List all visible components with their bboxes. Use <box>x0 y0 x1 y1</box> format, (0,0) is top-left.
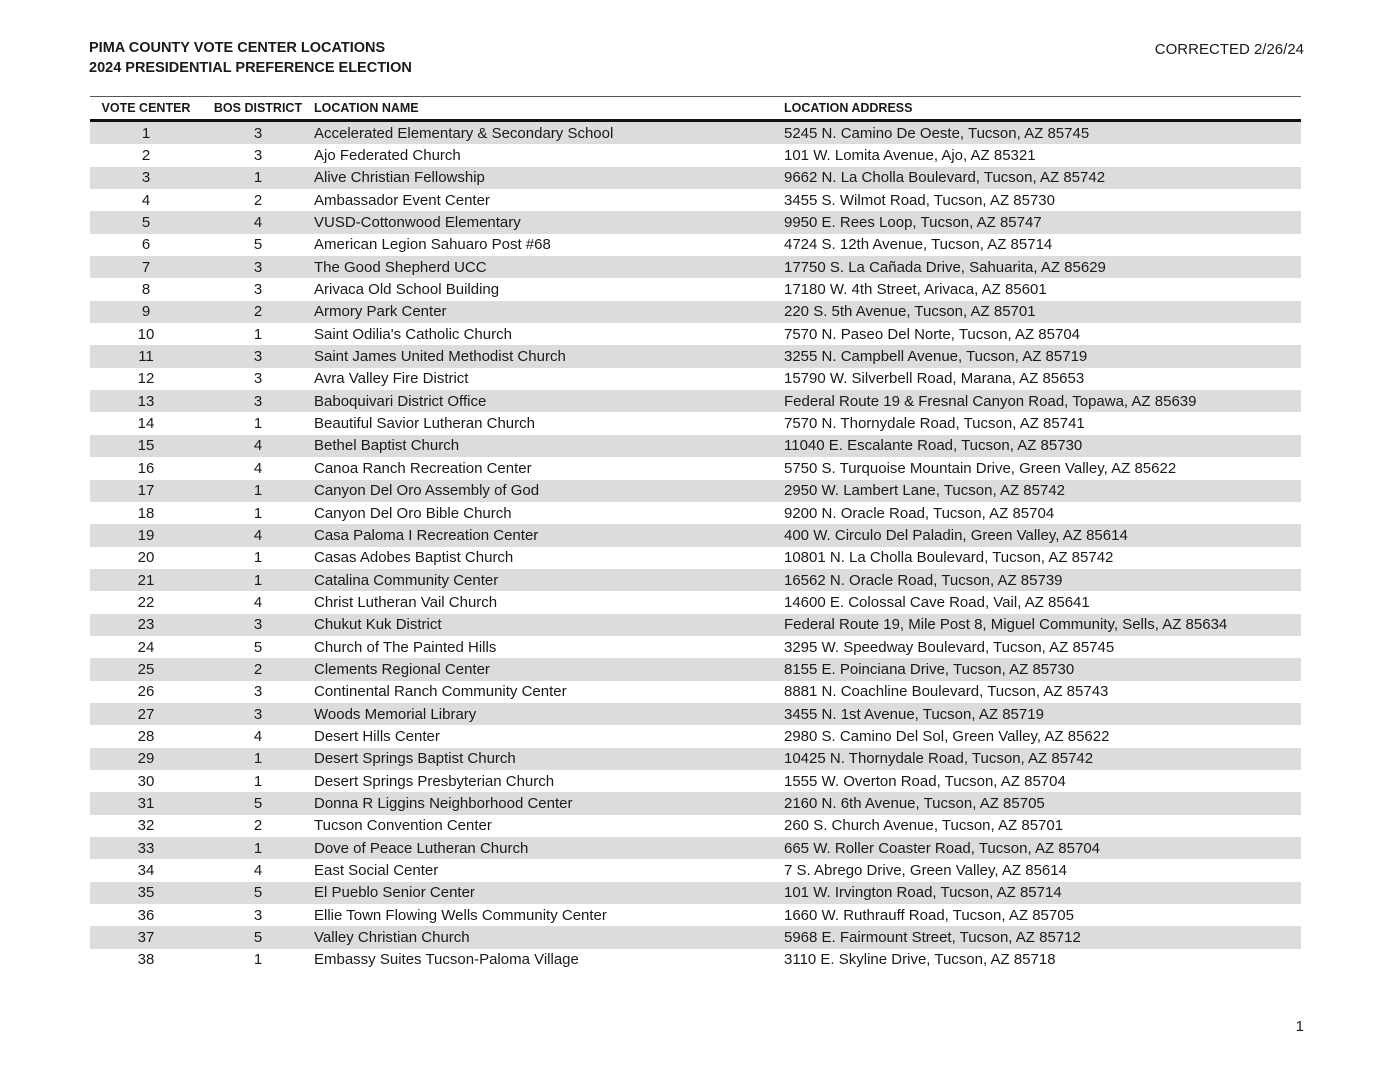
location-name-cell: Saint Odilia's Catholic Church <box>314 325 512 343</box>
table-row <box>90 792 1301 814</box>
bos-district-cell: 2 <box>253 817 263 835</box>
vote-center-cell: 3 <box>141 169 151 187</box>
table-row <box>90 480 1301 502</box>
location-address-cell: 9950 E. Rees Loop, Tucson, AZ 85747 <box>784 214 1042 232</box>
bos-district-cell: 3 <box>253 683 263 701</box>
location-address-cell: 101 W. Lomita Avenue, Ajo, AZ 85321 <box>784 147 1036 165</box>
bos-district-cell: 2 <box>253 660 263 678</box>
bos-district-cell: 5 <box>253 236 263 254</box>
location-address-cell: 3110 E. Skyline Drive, Tucson, AZ 85718 <box>784 951 1056 969</box>
location-name-cell: Beautiful Savior Lutheran Church <box>314 415 535 433</box>
location-address-cell: 3295 W. Speedway Boulevard, Tucson, AZ 85745 <box>784 638 1115 656</box>
location-address-cell: 1555 W. Overton Road, Tucson, AZ 85704 <box>784 772 1066 790</box>
bos-district-cell: 4 <box>253 526 263 544</box>
vote-center-cell: 5 <box>141 214 151 232</box>
location-name-cell: Ajo Federated Church <box>314 147 461 165</box>
vote-center-cell: 28 <box>137 727 155 745</box>
location-name-cell: East Social Center <box>314 862 439 880</box>
vote-center-cell: 2 <box>141 147 151 165</box>
vote-center-cell: 31 <box>137 794 155 812</box>
vote-center-cell: 21 <box>137 571 155 589</box>
location-name-cell: Continental Ranch Community Center <box>314 683 567 701</box>
table-row <box>90 234 1301 256</box>
col-location-address: LOCATION ADDRESS <box>784 101 913 115</box>
vote-center-cell: 9 <box>141 303 151 321</box>
location-address-cell: 10801 N. La Cholla Boulevard, Tucson, AZ 85742 <box>784 549 1114 567</box>
vote-center-cell: 12 <box>137 370 155 388</box>
location-address-cell: 101 W. Irvington Road, Tucson, AZ 85714 <box>784 884 1062 902</box>
location-name-cell: American Legion Sahuaro Post #68 <box>314 236 551 254</box>
table-row <box>90 748 1301 770</box>
table-row <box>90 256 1301 278</box>
bos-district-cell: 5 <box>253 929 263 947</box>
table-row <box>90 390 1301 412</box>
vote-center-table <box>90 96 1301 971</box>
location-address-cell: 4724 S. 12th Avenue, Tucson, AZ 85714 <box>784 236 1053 254</box>
table-row <box>90 725 1301 747</box>
table-row <box>90 569 1301 591</box>
bos-district-cell: 2 <box>253 303 263 321</box>
title-line-1: PIMA COUNTY VOTE CENTER LOCATIONS <box>89 40 386 56</box>
table-row <box>90 167 1301 189</box>
bos-district-cell: 3 <box>253 348 263 366</box>
vote-center-cell: 35 <box>137 884 155 902</box>
table-row <box>90 345 1301 367</box>
bos-district-cell: 4 <box>253 862 263 880</box>
location-name-cell: Desert Springs Baptist Church <box>314 750 516 768</box>
bos-district-cell: 1 <box>253 951 263 969</box>
vote-center-cell: 22 <box>137 593 155 611</box>
table-row <box>90 368 1301 390</box>
vote-center-cell: 33 <box>137 839 155 857</box>
vote-center-cell: 23 <box>137 616 155 634</box>
table-row <box>90 301 1301 323</box>
location-address-cell: 260 S. Church Avenue, Tucson, AZ 85701 <box>784 817 1064 835</box>
vote-center-cell: 19 <box>137 526 155 544</box>
bos-district-cell: 1 <box>253 482 263 500</box>
table-body <box>90 122 1301 971</box>
location-address-cell: 2160 N. 6th Avenue, Tucson, AZ 85705 <box>784 794 1045 812</box>
location-name-cell: Bethel Baptist Church <box>314 437 460 455</box>
location-name-cell: Valley Christian Church <box>314 929 470 947</box>
bos-district-cell: 4 <box>253 437 263 455</box>
bos-district-cell: 4 <box>253 459 263 477</box>
location-address-cell: 14600 E. Colossal Cave Road, Vail, AZ 85641 <box>784 593 1090 611</box>
location-name-cell: Tucson Convention Center <box>314 817 492 835</box>
table-row <box>90 591 1301 613</box>
table-row <box>90 904 1301 926</box>
vote-center-cell: 14 <box>137 415 155 433</box>
bos-district-cell: 3 <box>253 705 263 723</box>
title-line-2: 2024 PRESIDENTIAL PREFERENCE ELECTION <box>89 60 412 76</box>
location-name-cell: The Good Shepherd UCC <box>314 258 487 276</box>
bos-district-cell: 1 <box>253 750 263 768</box>
bos-district-cell: 3 <box>253 616 263 634</box>
bos-district-cell: 4 <box>253 214 263 232</box>
location-address-cell: 3455 S. Wilmot Road, Tucson, AZ 85730 <box>784 191 1055 209</box>
location-name-cell: Desert Springs Presbyterian Church <box>314 772 555 790</box>
vote-center-cell: 38 <box>137 951 155 969</box>
vote-center-cell: 27 <box>137 705 155 723</box>
location-name-cell: Saint James United Methodist Church <box>314 348 566 366</box>
location-name-cell: Baboquivari District Office <box>314 392 487 410</box>
table-row <box>90 502 1301 524</box>
vote-center-cell: 24 <box>137 638 155 656</box>
bos-district-cell: 4 <box>253 727 263 745</box>
location-name-cell: Ambassador Event Center <box>314 191 490 209</box>
location-address-cell: 3255 N. Campbell Avenue, Tucson, AZ 85719 <box>784 348 1088 366</box>
bos-district-cell: 3 <box>253 124 263 142</box>
vote-center-cell: 1 <box>141 124 151 142</box>
location-address-cell: 17750 S. La Cañada Drive, Sahuarita, AZ 85629 <box>784 258 1106 276</box>
vote-center-cell: 20 <box>137 549 155 567</box>
bos-district-cell: 5 <box>253 884 263 902</box>
location-address-cell: 11040 E. Escalante Road, Tucson, AZ 85730 <box>784 437 1083 455</box>
location-name-cell: El Pueblo Senior Center <box>314 884 475 902</box>
table-row <box>90 278 1301 300</box>
col-bos-district: BOS DISTRICT <box>213 101 303 115</box>
location-address-cell: 8155 E. Poinciana Drive, Tucson, AZ 85730 <box>784 660 1075 678</box>
col-location-name: LOCATION NAME <box>314 101 419 115</box>
vote-center-cell: 26 <box>137 683 155 701</box>
location-name-cell: Casas Adobes Baptist Church <box>314 549 514 567</box>
bos-district-cell: 4 <box>253 593 263 611</box>
location-address-cell: 17180 W. 4th Street, Arivaca, AZ 85601 <box>784 281 1047 299</box>
vote-center-cell: 32 <box>137 817 155 835</box>
vote-center-cell: 17 <box>137 482 155 500</box>
bos-district-cell: 3 <box>253 147 263 165</box>
document-title <box>89 38 412 78</box>
bos-district-cell: 5 <box>253 794 263 812</box>
location-name-cell: Church of The Painted Hills <box>314 638 497 656</box>
location-name-cell: Alive Christian Fellowship <box>314 169 485 187</box>
bos-district-cell: 3 <box>253 258 263 276</box>
bos-district-cell: 1 <box>253 571 263 589</box>
location-address-cell: 400 W. Circulo Del Paladin, Green Valley, AZ 85614 <box>784 526 1128 544</box>
table-row <box>90 703 1301 725</box>
vote-center-cell: 37 <box>137 929 155 947</box>
vote-center-cell: 6 <box>141 236 151 254</box>
vote-center-cell: 10 <box>137 325 155 343</box>
table-row <box>90 636 1301 658</box>
location-name-cell: Avra Valley Fire District <box>314 370 469 388</box>
vote-center-cell: 25 <box>137 660 155 678</box>
table-row <box>90 547 1301 569</box>
bos-district-cell: 1 <box>253 839 263 857</box>
table-row <box>90 926 1301 948</box>
bos-district-cell: 1 <box>253 504 263 522</box>
vote-center-cell: 13 <box>137 392 155 410</box>
corrected-date: CORRECTED 2/26/24 <box>1154 41 1304 58</box>
location-name-cell: Accelerated Elementary & Secondary School <box>314 124 614 142</box>
location-name-cell: Woods Memorial Library <box>314 705 477 723</box>
table-row <box>90 457 1301 479</box>
bos-district-cell: 1 <box>253 549 263 567</box>
vote-center-cell: 15 <box>137 437 155 455</box>
bos-district-cell: 1 <box>253 325 263 343</box>
location-name-cell: Armory Park Center <box>314 303 447 321</box>
bos-district-cell: 5 <box>253 638 263 656</box>
vote-center-cell: 30 <box>137 772 155 790</box>
table-row <box>90 882 1301 904</box>
location-name-cell: Clements Regional Center <box>314 660 490 678</box>
bos-district-cell: 1 <box>253 772 263 790</box>
location-name-cell: Christ Lutheran Vail Church <box>314 593 498 611</box>
location-address-cell: 5968 E. Fairmount Street, Tucson, AZ 85712 <box>784 929 1081 947</box>
table-row <box>90 144 1301 166</box>
vote-center-cell: 8 <box>141 281 151 299</box>
vote-center-cell: 18 <box>137 504 155 522</box>
location-name-cell: Casa Paloma I Recreation Center <box>314 526 539 544</box>
location-address-cell: 9200 N. Oracle Road, Tucson, AZ 85704 <box>784 504 1055 522</box>
location-address-cell: 665 W. Roller Coaster Road, Tucson, AZ 85704 <box>784 839 1101 857</box>
location-address-cell: 15790 W. Silverbell Road, Marana, AZ 85653 <box>784 370 1085 388</box>
bos-district-cell: 1 <box>253 169 263 187</box>
table-row <box>90 770 1301 792</box>
table-row <box>90 323 1301 345</box>
table-row <box>90 211 1301 233</box>
vote-center-cell: 29 <box>137 750 155 768</box>
vote-center-cell: 7 <box>141 258 151 276</box>
location-name-cell: VUSD-Cottonwood Elementary <box>314 214 521 232</box>
location-name-cell: Canoa Ranch Recreation Center <box>314 459 532 477</box>
table-row <box>90 614 1301 636</box>
table-row <box>90 122 1301 144</box>
location-name-cell: Canyon Del Oro Bible Church <box>314 504 512 522</box>
table-header <box>90 96 1301 122</box>
bos-district-cell: 3 <box>253 906 263 924</box>
vote-center-cell: 34 <box>137 862 155 880</box>
col-vote-center: VOTE CENTER <box>101 101 191 115</box>
location-name-cell: Ellie Town Flowing Wells Community Center <box>314 906 607 924</box>
table-row <box>90 815 1301 837</box>
location-address-cell: 1660 W. Ruthrauff Road, Tucson, AZ 85705 <box>784 906 1074 924</box>
bos-district-cell: 2 <box>253 191 263 209</box>
location-address-cell: 8881 N. Coachline Boulevard, Tucson, AZ 85743 <box>784 683 1109 701</box>
location-name-cell: Canyon Del Oro Assembly of God <box>314 482 540 500</box>
location-name-cell: Arivaca Old School Building <box>314 281 500 299</box>
bos-district-cell: 1 <box>253 415 263 433</box>
location-address-cell: 5245 N. Camino De Oeste, Tucson, AZ 85745 <box>784 124 1090 142</box>
vote-center-cell: 11 <box>138 348 154 366</box>
table-row <box>90 435 1301 457</box>
table-row <box>90 412 1301 434</box>
location-name-cell: Dove of Peace Lutheran Church <box>314 839 529 857</box>
location-address-cell: 16562 N. Oracle Road, Tucson, AZ 85739 <box>784 571 1063 589</box>
bos-district-cell: 3 <box>253 392 263 410</box>
location-address-cell: 7 S. Abrego Drive, Green Valley, AZ 85614 <box>784 862 1067 880</box>
location-address-cell: 9662 N. La Cholla Boulevard, Tucson, AZ 85742 <box>784 169 1106 187</box>
location-address-cell: 3455 N. 1st Avenue, Tucson, AZ 85719 <box>784 705 1044 723</box>
table-row <box>90 681 1301 703</box>
location-address-cell: 5750 S. Turquoise Mountain Drive, Green Valley, AZ 85622 <box>784 459 1177 477</box>
location-name-cell: Chukut Kuk District <box>314 616 442 634</box>
table-row <box>90 859 1301 881</box>
table-row <box>90 837 1301 859</box>
table-row <box>90 658 1301 680</box>
location-address-cell: 220 S. 5th Avenue, Tucson, AZ 85701 <box>784 303 1036 321</box>
location-address-cell: 10425 N. Thornydale Road, Tucson, AZ 85742 <box>784 750 1094 768</box>
vote-center-cell: 4 <box>141 191 151 209</box>
location-address-cell: 7570 N. Paseo Del Norte, Tucson, AZ 85704 <box>784 325 1081 343</box>
table-row <box>90 949 1301 971</box>
table-row <box>90 524 1301 546</box>
vote-center-cell: 36 <box>137 906 155 924</box>
location-name-cell: Donna R Liggins Neighborhood Center <box>314 794 573 812</box>
table-row <box>90 189 1301 211</box>
location-address-cell: Federal Route 19, Mile Post 8, Miguel Community, Sells, AZ 85634 <box>784 616 1228 634</box>
location-address-cell: 7570 N. Thornydale Road, Tucson, AZ 85741 <box>784 415 1085 433</box>
location-name-cell: Desert Hills Center <box>314 727 440 745</box>
page-number: 1 <box>1295 1018 1304 1035</box>
location-address-cell: 2950 W. Lambert Lane, Tucson, AZ 85742 <box>784 482 1066 500</box>
location-name-cell: Catalina Community Center <box>314 571 499 589</box>
location-name-cell: Embassy Suites Tucson-Paloma Village <box>314 951 579 969</box>
location-address-cell: Federal Route 19 & Fresnal Canyon Road, Topawa, AZ 85639 <box>784 392 1197 410</box>
location-address-cell: 2980 S. Camino Del Sol, Green Valley, AZ 85622 <box>784 727 1110 745</box>
vote-center-cell: 16 <box>137 459 155 477</box>
bos-district-cell: 3 <box>253 370 263 388</box>
bos-district-cell: 3 <box>253 281 263 299</box>
